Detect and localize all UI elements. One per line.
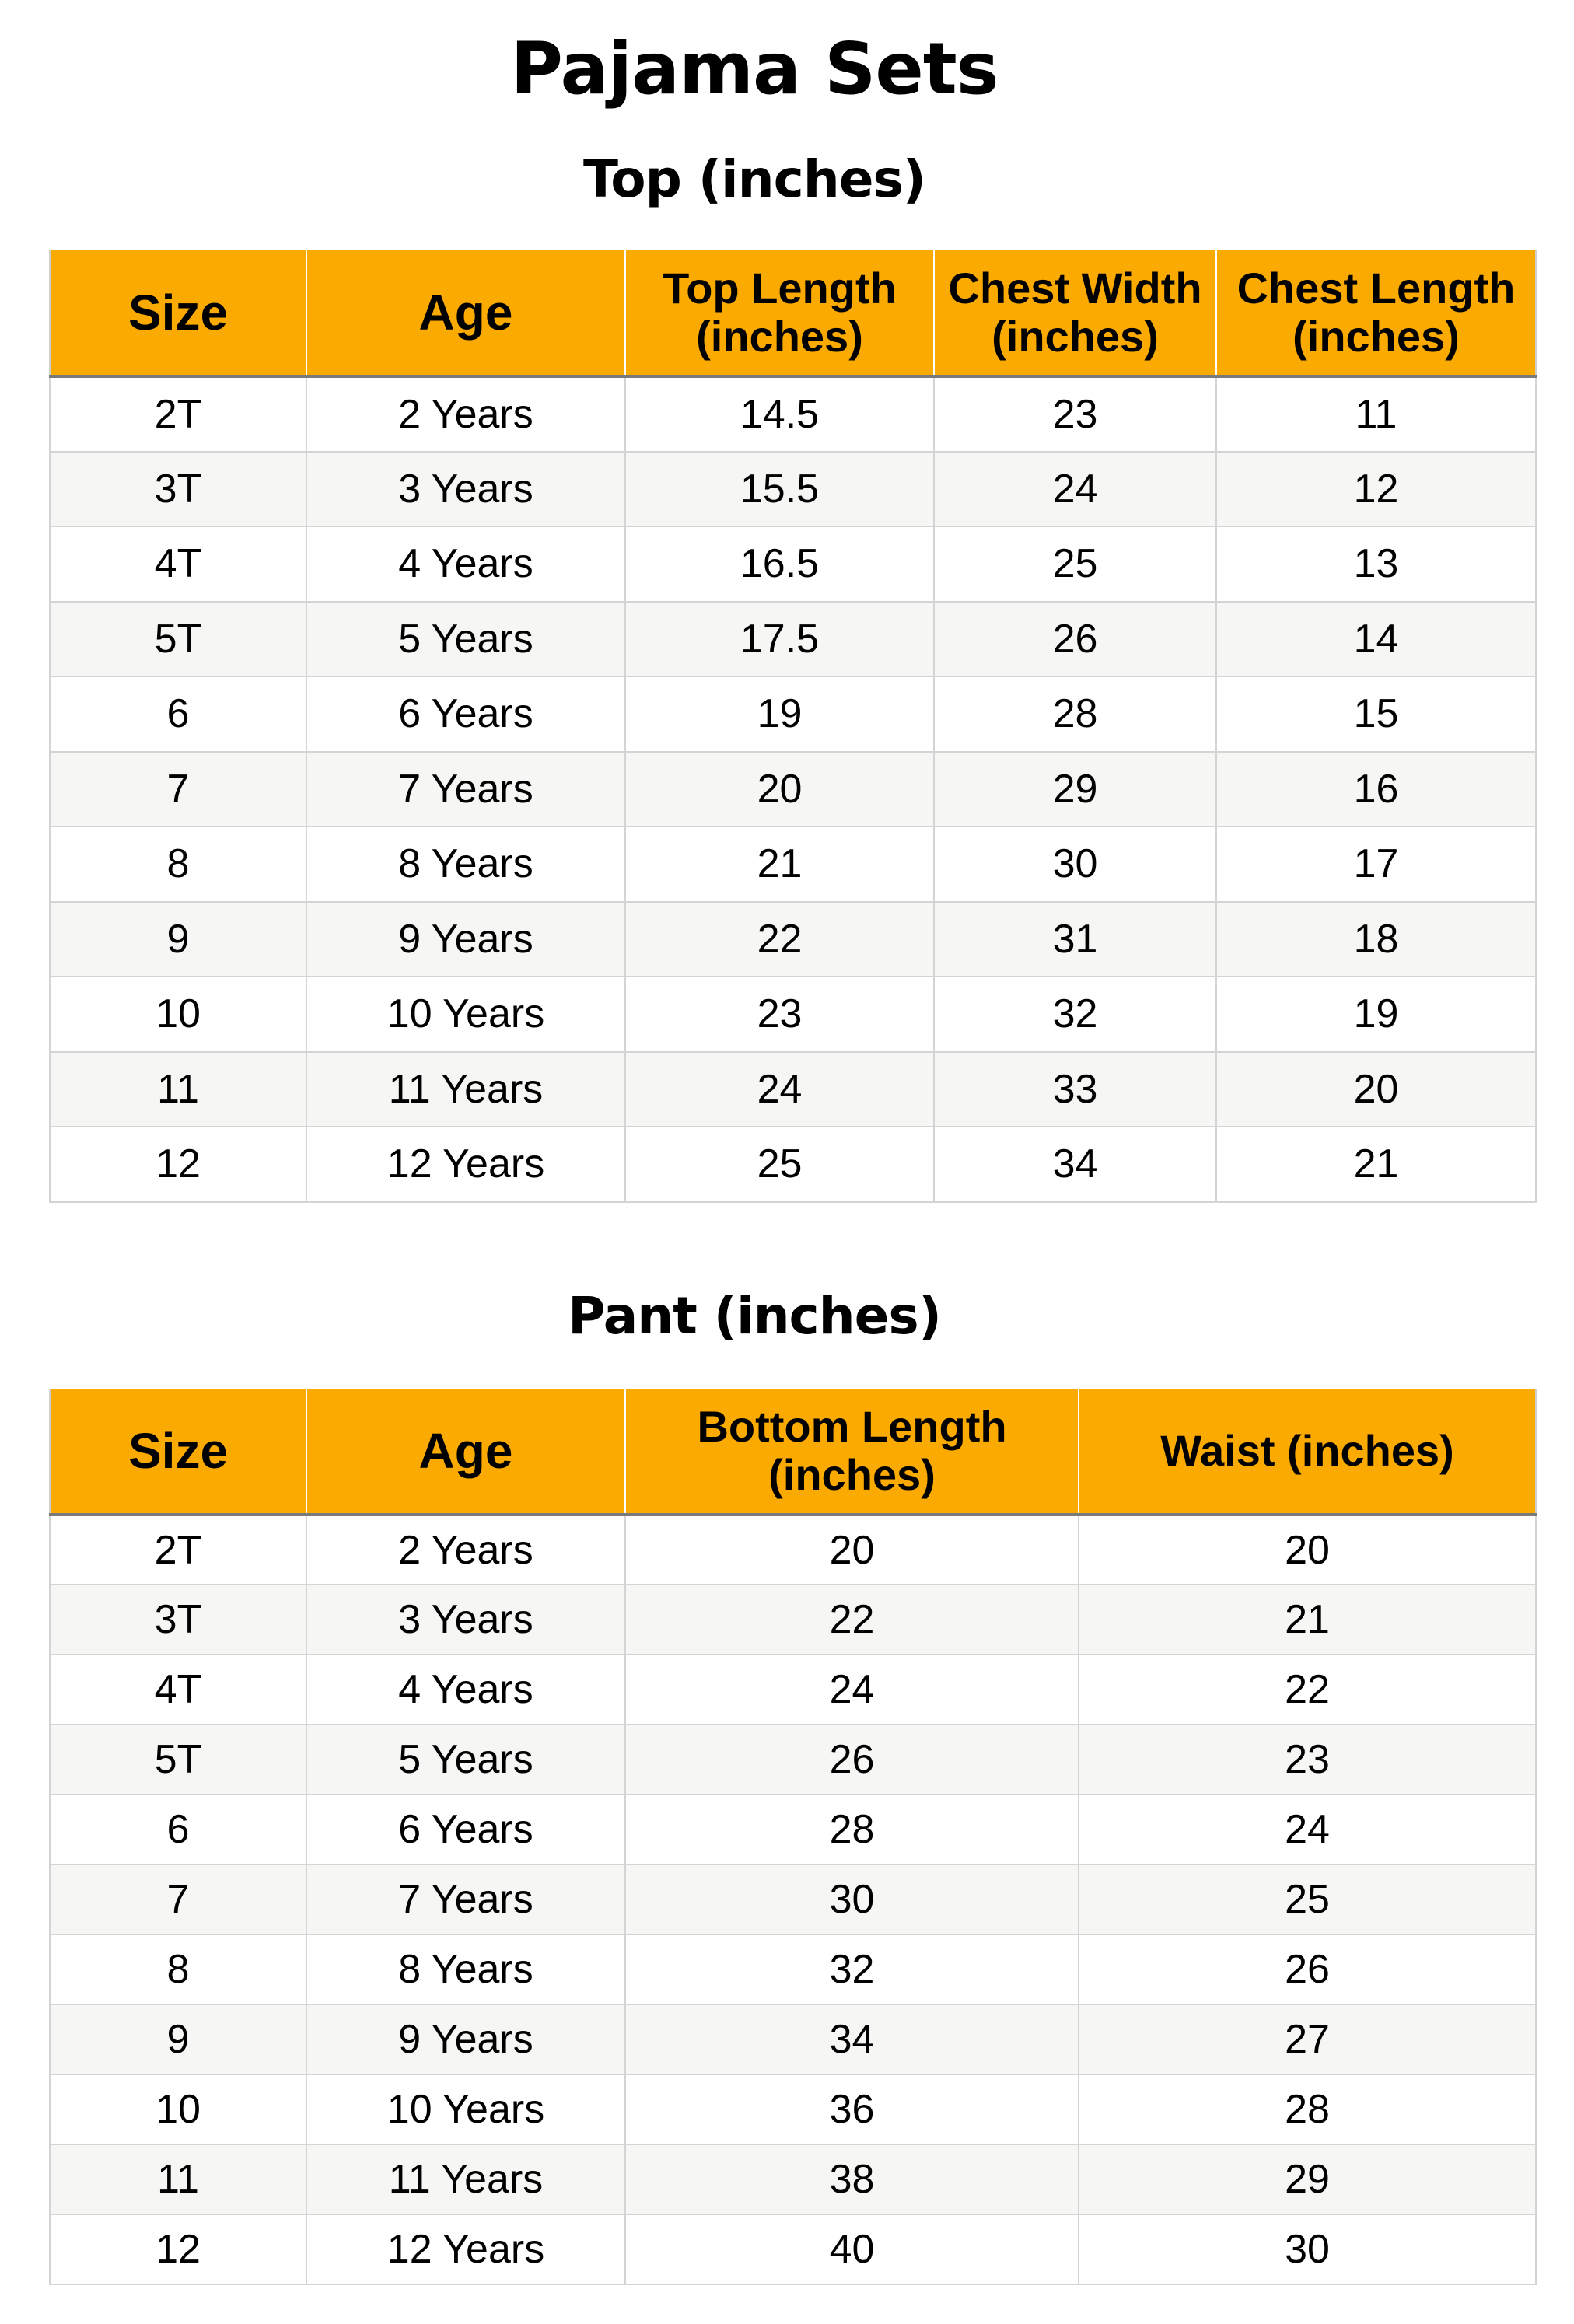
top-table-body	[50, 376, 1536, 1202]
table-cell-size: 8	[50, 1934, 306, 2004]
table-cell-waist: 28	[1079, 2074, 1536, 2144]
table-cell-size: 11	[50, 2144, 306, 2214]
table-cell-size: 4T	[50, 1655, 306, 1725]
table-cell-bottom-length: 26	[625, 1725, 1079, 1795]
table-cell-size: 4T	[50, 526, 306, 602]
table-cell-top-length: 20	[625, 752, 934, 827]
top-size-table	[49, 250, 1537, 1203]
table-cell-bottom-length: 30	[625, 1864, 1079, 1934]
table-cell-chest-length: 18	[1216, 902, 1536, 977]
table-cell-size: 2T	[50, 376, 306, 452]
table-cell-bottom-length: 24	[625, 1655, 1079, 1725]
table-cell-size: 5T	[50, 1725, 306, 1795]
table-cell-bottom-length: 22	[625, 1585, 1079, 1655]
table-row	[50, 1515, 1536, 1585]
column-header-size: Size	[50, 1389, 306, 1515]
column-header-waist: Waist (inches)	[1079, 1389, 1536, 1515]
top-section-heading: Top (inches)	[583, 149, 925, 209]
table-cell-bottom-length: 34	[625, 2004, 1079, 2074]
table-cell-waist: 20	[1079, 1515, 1536, 1585]
table-cell-chest-width: 33	[934, 1052, 1216, 1127]
table-row	[50, 2144, 1536, 2214]
table-cell-top-length: 21	[625, 827, 934, 902]
table-row	[50, 2074, 1536, 2144]
table-cell-age: 9 Years	[306, 2004, 625, 2074]
column-header-age: Age	[306, 1389, 625, 1515]
table-cell-age: 6 Years	[306, 1795, 625, 1864]
table-cell-age: 2 Years	[306, 376, 625, 452]
table-cell-age: 10 Years	[306, 977, 625, 1052]
table-header-row	[50, 1389, 1536, 1515]
table-row	[50, 1655, 1536, 1725]
table-row	[50, 827, 1536, 902]
table-cell-chest-width: 26	[934, 602, 1216, 677]
table-cell-top-length: 25	[625, 1127, 934, 1202]
table-cell-chest-length: 19	[1216, 977, 1536, 1052]
table-row	[50, 1934, 1536, 2004]
table-cell-size: 3T	[50, 452, 306, 527]
table-cell-size: 6	[50, 1795, 306, 1864]
table-cell-age: 7 Years	[306, 752, 625, 827]
table-cell-size: 8	[50, 827, 306, 902]
table-cell-bottom-length: 40	[625, 2214, 1079, 2284]
column-header-chest-width: Chest Width (inches)	[934, 250, 1216, 376]
table-cell-size: 10	[50, 2074, 306, 2144]
table-cell-age: 2 Years	[306, 1515, 625, 1585]
table-cell-age: 10 Years	[306, 2074, 625, 2144]
table-row	[50, 452, 1536, 527]
table-row	[50, 1585, 1536, 1655]
table-cell-waist: 24	[1079, 1795, 1536, 1864]
column-header-chest-length: Chest Length (inches)	[1216, 250, 1536, 376]
table-cell-chest-width: 24	[934, 452, 1216, 527]
table-cell-top-length: 23	[625, 977, 934, 1052]
pant-section-heading: Pant (inches)	[568, 1286, 941, 1346]
table-cell-waist: 26	[1079, 1934, 1536, 2004]
table-cell-chest-length: 12	[1216, 452, 1536, 527]
pant-size-table	[49, 1389, 1537, 2285]
column-header-bottom-length: Bottom Length (inches)	[625, 1389, 1079, 1515]
table-row	[50, 977, 1536, 1052]
table-cell-age: 5 Years	[306, 1725, 625, 1795]
table-cell-age: 9 Years	[306, 902, 625, 977]
table-cell-size: 12	[50, 1127, 306, 1202]
table-row	[50, 752, 1536, 827]
table-cell-age: 8 Years	[306, 827, 625, 902]
table-cell-age: 11 Years	[306, 2144, 625, 2214]
table-cell-age: 8 Years	[306, 1934, 625, 2004]
table-cell-size: 9	[50, 2004, 306, 2074]
table-row	[50, 526, 1536, 602]
table-cell-chest-length: 20	[1216, 1052, 1536, 1127]
table-cell-size: 12	[50, 2214, 306, 2284]
table-cell-chest-length: 16	[1216, 752, 1536, 827]
table-row	[50, 902, 1536, 977]
table-cell-size: 6	[50, 676, 306, 752]
table-cell-chest-length: 15	[1216, 676, 1536, 752]
table-row	[50, 1052, 1536, 1127]
table-row	[50, 2214, 1536, 2284]
table-cell-waist: 22	[1079, 1655, 1536, 1725]
table-cell-size: 11	[50, 1052, 306, 1127]
table-cell-top-length: 14.5	[625, 376, 934, 452]
table-cell-waist: 23	[1079, 1725, 1536, 1795]
table-row	[50, 676, 1536, 752]
table-cell-chest-length: 21	[1216, 1127, 1536, 1202]
column-header-top-length: Top Length (inches)	[625, 250, 934, 376]
table-cell-age: 5 Years	[306, 602, 625, 677]
table-cell-bottom-length: 36	[625, 2074, 1079, 2144]
table-row	[50, 376, 1536, 452]
table-cell-chest-width: 25	[934, 526, 1216, 602]
table-header-row	[50, 250, 1536, 376]
table-cell-size: 7	[50, 752, 306, 827]
table-row	[50, 1864, 1536, 1934]
pant-table-body	[50, 1515, 1536, 2284]
table-cell-age: 3 Years	[306, 452, 625, 527]
table-cell-size: 9	[50, 902, 306, 977]
table-cell-chest-width: 30	[934, 827, 1216, 902]
table-row	[50, 602, 1536, 677]
column-header-age: Age	[306, 250, 625, 376]
table-row	[50, 1795, 1536, 1864]
table-cell-waist: 29	[1079, 2144, 1536, 2214]
table-cell-chest-width: 23	[934, 376, 1216, 452]
table-cell-top-length: 15.5	[625, 452, 934, 527]
table-cell-chest-length: 13	[1216, 526, 1536, 602]
table-cell-chest-length: 14	[1216, 602, 1536, 677]
table-cell-age: 12 Years	[306, 2214, 625, 2284]
table-cell-top-length: 16.5	[625, 526, 934, 602]
table-cell-chest-width: 32	[934, 977, 1216, 1052]
table-cell-waist: 25	[1079, 1864, 1536, 1934]
table-cell-top-length: 22	[625, 902, 934, 977]
table-cell-chest-length: 17	[1216, 827, 1536, 902]
table-cell-top-length: 19	[625, 676, 934, 752]
table-row	[50, 1725, 1536, 1795]
table-cell-bottom-length: 38	[625, 2144, 1079, 2214]
table-cell-top-length: 17.5	[625, 602, 934, 677]
table-cell-chest-length: 11	[1216, 376, 1536, 452]
table-cell-waist: 27	[1079, 2004, 1536, 2074]
table-row	[50, 2004, 1536, 2074]
table-cell-chest-width: 29	[934, 752, 1216, 827]
table-cell-chest-width: 31	[934, 902, 1216, 977]
table-row	[50, 1127, 1536, 1202]
table-cell-age: 4 Years	[306, 526, 625, 602]
table-cell-age: 4 Years	[306, 1655, 625, 1725]
table-cell-age: 7 Years	[306, 1864, 625, 1934]
table-cell-age: 11 Years	[306, 1052, 625, 1127]
table-cell-size: 10	[50, 977, 306, 1052]
table-cell-bottom-length: 28	[625, 1795, 1079, 1864]
table-cell-size: 3T	[50, 1585, 306, 1655]
table-cell-waist: 30	[1079, 2214, 1536, 2284]
table-cell-size: 7	[50, 1864, 306, 1934]
table-cell-waist: 21	[1079, 1585, 1536, 1655]
table-cell-age: 12 Years	[306, 1127, 625, 1202]
table-cell-bottom-length: 20	[625, 1515, 1079, 1585]
table-cell-size: 2T	[50, 1515, 306, 1585]
table-cell-age: 3 Years	[306, 1585, 625, 1655]
table-cell-age: 6 Years	[306, 676, 625, 752]
page-title: Pajama Sets	[510, 27, 999, 110]
table-cell-bottom-length: 32	[625, 1934, 1079, 2004]
table-cell-size: 5T	[50, 602, 306, 677]
column-header-size: Size	[50, 250, 306, 376]
table-cell-top-length: 24	[625, 1052, 934, 1127]
table-cell-chest-width: 28	[934, 676, 1216, 752]
table-cell-chest-width: 34	[934, 1127, 1216, 1202]
